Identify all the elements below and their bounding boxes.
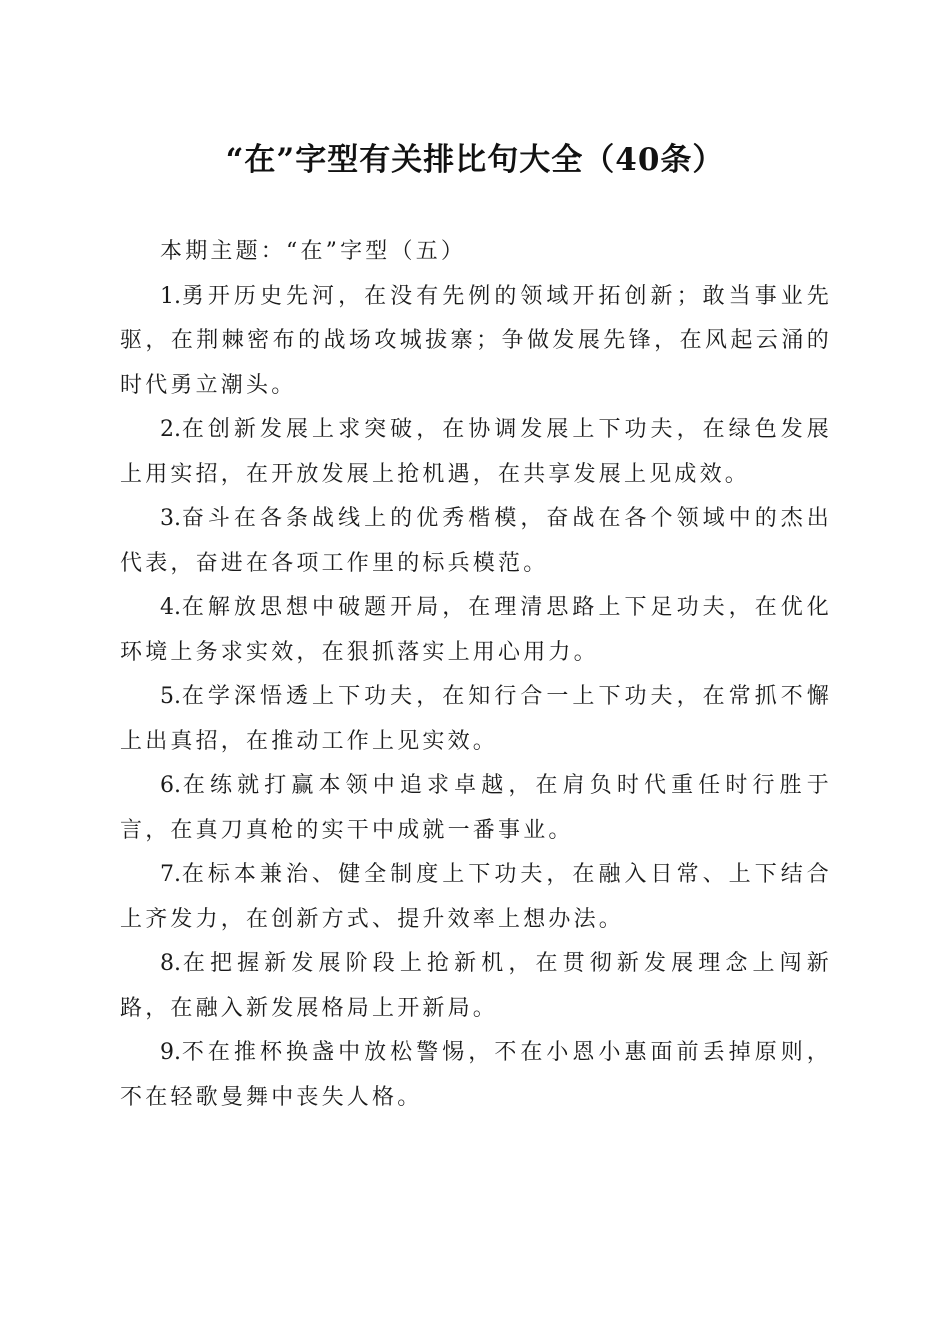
item-text: 在解放思想中破题开局，在理清思路上下足功夫，在优化环境上务求实效，在狠抓落实上用心用力。 <box>120 595 832 665</box>
item-text: 在练就打赢本领中追求卓越，在肩负时代重任时行胜于言，在真刀真枪的实干中成就一番事业。 <box>120 773 832 843</box>
list-item <box>120 853 832 942</box>
list-item <box>120 764 832 853</box>
list-item <box>120 675 832 764</box>
item-text: 在创新发展上求突破，在协调发展上下功夫，在绿色发展上用实招，在开放发展上抢机遇，在共享发展上见成效。 <box>120 417 832 487</box>
item-text: 不在推杯换盏中放松警惕，不在小恩小惠面前丢掉原则，不在轻歌曼舞中丧失人格。 <box>120 1040 832 1110</box>
item-number: 7. <box>160 862 181 887</box>
subtitle-paragraph: 本期主题：“在”字型（五） <box>160 239 467 264</box>
item-number: 4. <box>160 595 181 620</box>
list-item <box>120 497 832 586</box>
item-number: 6. <box>160 773 181 798</box>
item-text: 在标本兼治、健全制度上下功夫，在融入日常、上下结合上齐发力，在创新方式、提升效率上想办法。 <box>120 862 832 932</box>
item-text: 在学深悟透上下功夫，在知行合一上下功夫，在常抓不懈上出真招，在推动工作上见实效。 <box>120 684 832 754</box>
item-number: 8. <box>160 951 181 976</box>
document-title: “在”字型有关排比句大全（40条） <box>225 142 725 178</box>
list-item <box>120 586 832 675</box>
item-number: 2. <box>160 417 181 442</box>
document-body <box>120 230 832 1120</box>
list-item <box>120 1031 832 1120</box>
list-item <box>120 408 832 497</box>
item-number: 9. <box>160 1040 181 1065</box>
item-text: 勇开历史先河，在没有先例的领域开拓创新；敢当事业先驱，在荆棘密布的战场攻城拔寨；争做发展先锋，在风起云涌的时代勇立潮头。 <box>120 283 832 398</box>
item-text: 在把握新发展阶段上抢新机，在贯彻新发展理念上闯新路，在融入新发展格局上开新局。 <box>120 951 832 1021</box>
item-number: 1. <box>160 283 181 309</box>
list-item <box>120 275 832 409</box>
item-text: 奋斗在各条战线上的优秀楷模，奋战在各个领域中的杰出代表，奋进在各项工作里的标兵模范。 <box>120 506 832 576</box>
item-number: 3. <box>160 506 181 531</box>
list-item <box>120 942 832 1031</box>
item-number: 5. <box>160 684 181 709</box>
